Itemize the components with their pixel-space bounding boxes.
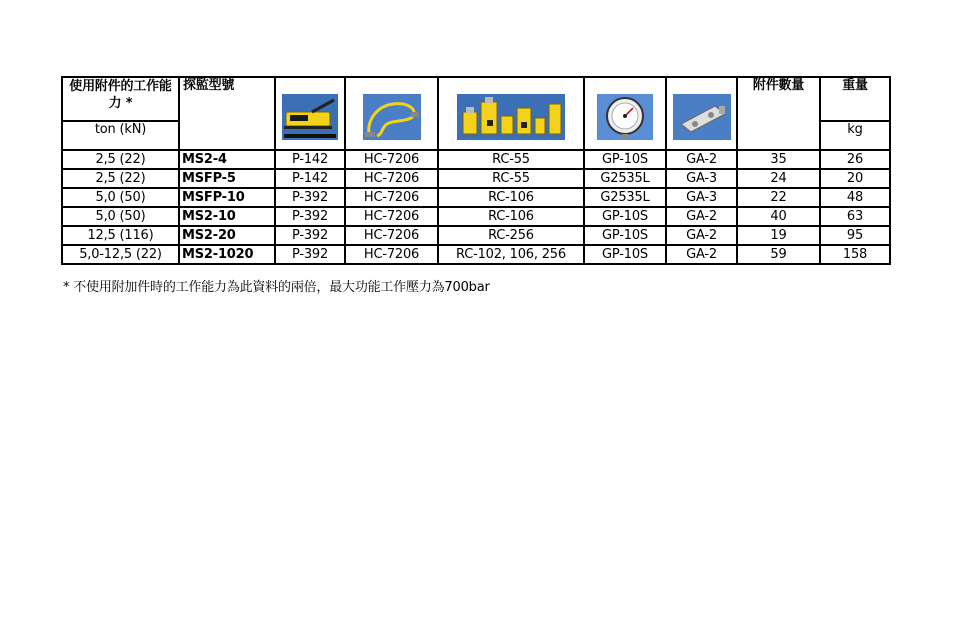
pump-cell: P-392 xyxy=(275,226,345,245)
gauge-cell: G2535L xyxy=(584,169,666,188)
gauge-cell: G2535L xyxy=(584,188,666,207)
hose-cell: HC-7206 xyxy=(345,245,438,264)
table-row xyxy=(62,207,890,226)
capacity-cell: 2,5 (22) xyxy=(62,169,179,188)
yellow-hose-icon xyxy=(363,94,421,140)
count-cell: 19 xyxy=(737,226,820,245)
gauge-adaptor-icon xyxy=(673,94,731,140)
footnote: * 不使用附加件時的工作能力為此資料的兩倍，最大功能工作壓力為700bar xyxy=(63,280,490,295)
hose-cell: HC-7206 xyxy=(345,150,438,169)
count-cell: 22 xyxy=(737,188,820,207)
accessory-count-header: 附件數量 xyxy=(737,77,820,150)
gauge-cell: GP-10S xyxy=(584,207,666,226)
hose-image xyxy=(345,77,438,150)
cylinder-cell: RC-106 xyxy=(438,207,584,226)
gauge-cell: GP-10S xyxy=(584,245,666,264)
model-cell: MS2-4 xyxy=(179,150,275,169)
table-row xyxy=(62,150,890,169)
pump-cell: P-142 xyxy=(275,150,345,169)
spec-table xyxy=(61,76,891,265)
pump-cell: P-392 xyxy=(275,245,345,264)
gauge-image xyxy=(584,77,666,150)
table-row xyxy=(62,169,890,188)
hose-cell: HC-7206 xyxy=(345,188,438,207)
hand-pump-icon xyxy=(282,94,338,140)
capacity-cell: 5,0 (50) xyxy=(62,207,179,226)
model-cell: MS2-10 xyxy=(179,207,275,226)
weight-cell: 26 xyxy=(820,150,890,169)
weight-header: 重量 xyxy=(820,77,890,121)
gauge-cell: GP-10S xyxy=(584,226,666,245)
hose-cell: HC-7206 xyxy=(345,169,438,188)
cylinders-icon xyxy=(457,94,565,140)
capacity-cell: 12,5 (116) xyxy=(62,226,179,245)
header-row xyxy=(62,77,890,121)
cylinder-cell: RC-106 xyxy=(438,188,584,207)
capacity-cell: 5,0 (50) xyxy=(62,188,179,207)
adaptor-cell: GA-3 xyxy=(666,169,737,188)
weight-cell: 48 xyxy=(820,188,890,207)
cylinders-image xyxy=(438,77,584,150)
hose-cell: HC-7206 xyxy=(345,207,438,226)
pump-cell: P-392 xyxy=(275,207,345,226)
pressure-gauge-icon xyxy=(597,94,653,140)
weight-cell: 95 xyxy=(820,226,890,245)
adaptor-image xyxy=(666,77,737,150)
gauge-cell: GP-10S xyxy=(584,150,666,169)
pump-cell: P-392 xyxy=(275,188,345,207)
capacity-cell: 2,5 (22) xyxy=(62,150,179,169)
table-row xyxy=(62,188,890,207)
cylinder-cell: RC-102, 106, 256 xyxy=(438,245,584,264)
table-row xyxy=(62,245,890,264)
weight-cell: 20 xyxy=(820,169,890,188)
count-cell: 24 xyxy=(737,169,820,188)
count-cell: 59 xyxy=(737,245,820,264)
capacity-unit: ton (kN) xyxy=(62,121,179,150)
cylinder-cell: RC-256 xyxy=(438,226,584,245)
weight-cell: 158 xyxy=(820,245,890,264)
cylinder-cell: RC-55 xyxy=(438,150,584,169)
adaptor-cell: GA-2 xyxy=(666,150,737,169)
weight-unit: kg xyxy=(820,121,890,150)
model-cell: MS2-20 xyxy=(179,226,275,245)
count-cell: 40 xyxy=(737,207,820,226)
model-cell: MSFP-5 xyxy=(179,169,275,188)
cylinder-cell: RC-55 xyxy=(438,169,584,188)
table-row xyxy=(62,226,890,245)
hand-pump-image xyxy=(275,77,345,150)
model-cell: MSFP-10 xyxy=(179,188,275,207)
hose-cell: HC-7206 xyxy=(345,226,438,245)
adaptor-cell: GA-2 xyxy=(666,226,737,245)
count-cell: 35 xyxy=(737,150,820,169)
pump-cell: P-142 xyxy=(275,169,345,188)
adaptor-cell: GA-2 xyxy=(666,207,737,226)
capacity-header: 使用附件的工作能力 * xyxy=(62,77,179,121)
weight-cell: 63 xyxy=(820,207,890,226)
model-cell: MS2-1020 xyxy=(179,245,275,264)
adaptor-cell: GA-2 xyxy=(666,245,737,264)
adaptor-cell: GA-3 xyxy=(666,188,737,207)
model-header: 探監型號 xyxy=(179,77,275,150)
capacity-cell: 5,0-12,5 (22) xyxy=(62,245,179,264)
